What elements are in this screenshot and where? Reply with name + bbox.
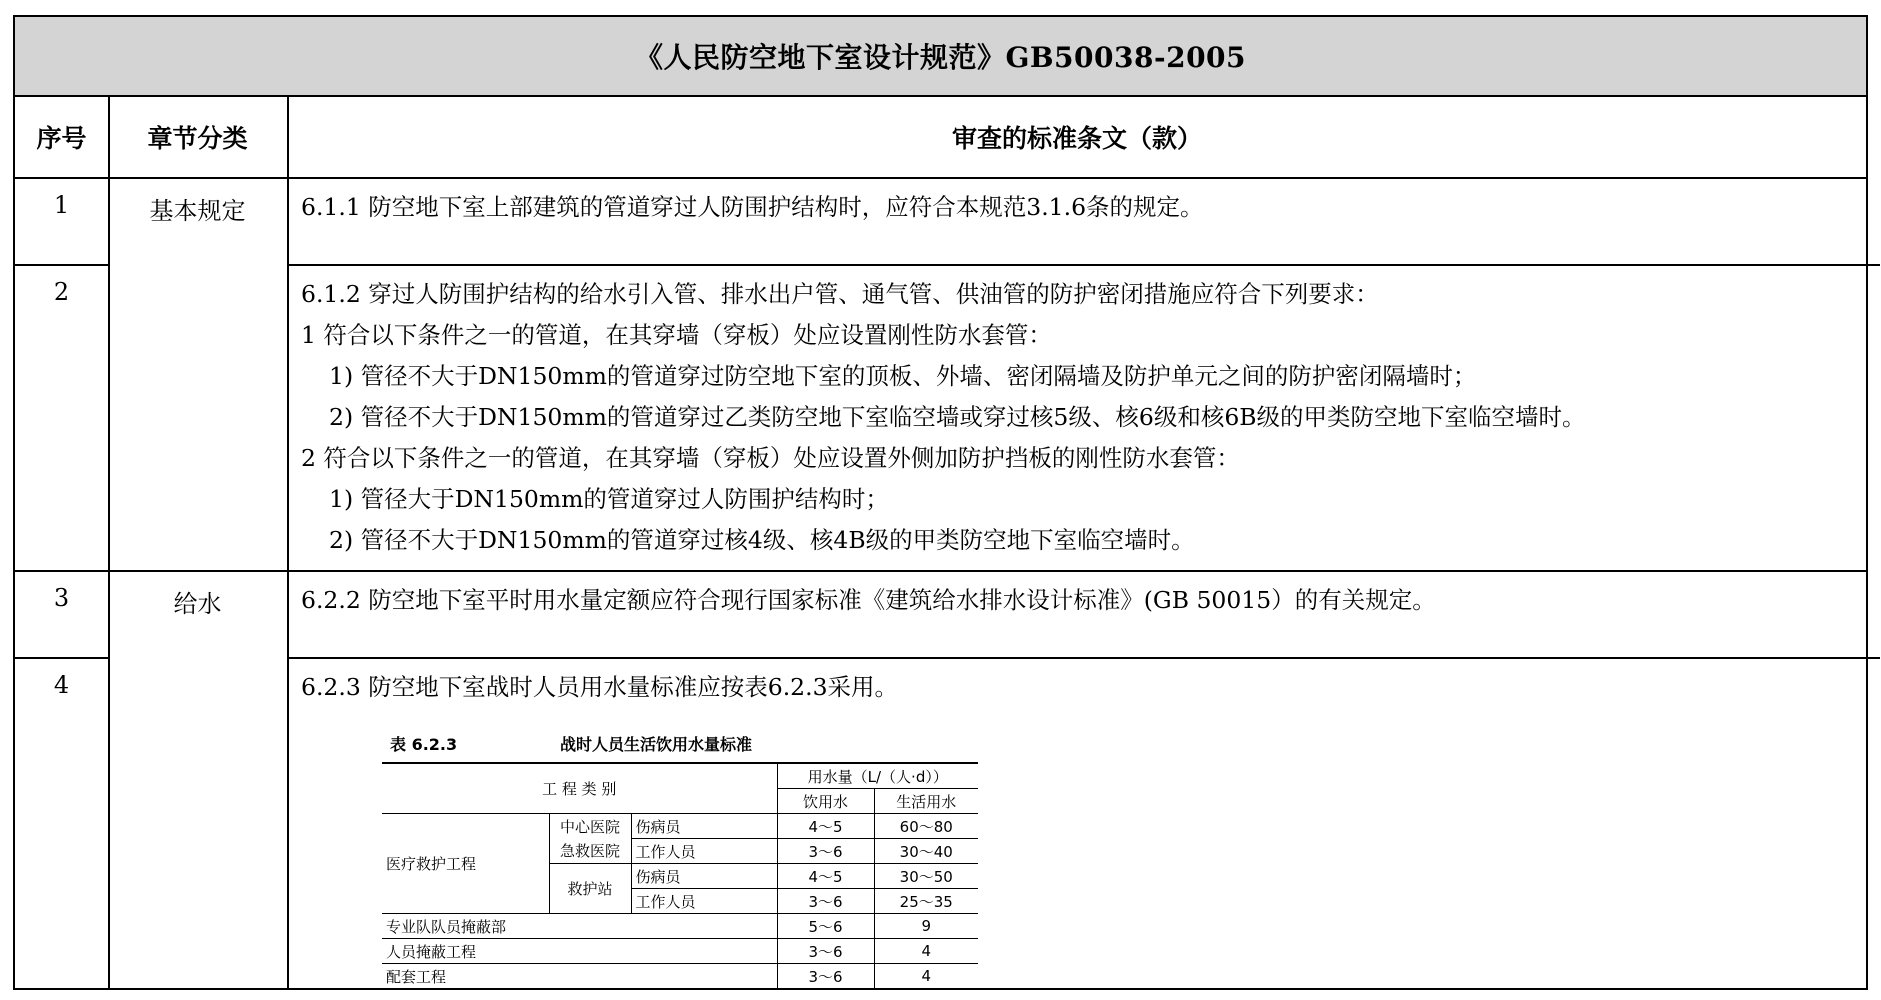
- embedded-table-caption: [390, 732, 752, 755]
- project-name-cell: 专业队队员掩蔽部: [382, 914, 777, 939]
- drink-cell: 4～5: [777, 864, 874, 889]
- standard-review-sheet: [13, 15, 1868, 990]
- drink-cell: 3～6: [777, 964, 874, 990]
- column-divider: [108, 97, 110, 990]
- drink-cell: 4～5: [777, 814, 874, 839]
- clause-line: 1) 管径不大于DN150mm的管道穿过防空地下室的顶板、外墙、密闭隔墙及防护单元之间的防护密闭隔墙时；: [329, 362, 1477, 390]
- project-name-cell: 配套工程: [382, 964, 777, 990]
- row-2-num: 2: [53, 278, 70, 306]
- emergency-hospital: 急救医院: [559, 841, 620, 860]
- role-cell: 伤病员: [631, 864, 777, 889]
- clause-line: 2 符合以下条件之一的管道，在其穿墙（穿板）处应设置外侧加防护挡板的刚性防水套管：: [301, 444, 1240, 472]
- row-4-num: 4: [53, 671, 70, 699]
- clause-line: 1) 管径大于DN150mm的管道穿过人防围护结构时；: [329, 485, 889, 513]
- drink-cell: 3～6: [777, 889, 874, 914]
- clause-line: 2) 管径不大于DN150mm的管道穿过核4级、核4B级的甲类防空地下室临空墙时。: [329, 526, 1195, 554]
- table-row: [382, 964, 978, 990]
- living-cell: 4: [874, 964, 978, 990]
- row-3-category: 给水: [173, 590, 222, 618]
- role-cell: 工作人员: [631, 889, 777, 914]
- row-3-num: 3: [53, 584, 70, 612]
- row-2-content: [287, 266, 1867, 561]
- header-content: 审查的标准条文（款）: [951, 124, 1202, 153]
- header-category: 章节分类: [147, 124, 248, 153]
- clause-line: 6.2.2 防空地下室平时用水量定额应符合现行国家标准《建筑给水排水设计标准》(GB 50015）的有关规定。: [301, 586, 1436, 614]
- embedded-table-label: 表 6.2.3: [390, 735, 458, 754]
- drink-cell: 3～6: [777, 839, 874, 864]
- role-cell: 伤病员: [631, 814, 777, 839]
- living-cell: 30～50: [874, 864, 978, 889]
- page-title: 《人民防空地下室设计规范》GB50038-2005: [15, 17, 1866, 97]
- living-cell: 25～35: [874, 889, 978, 914]
- header-living-water: 生活用水: [874, 789, 978, 814]
- group-medical: 医疗救护工程: [382, 814, 549, 914]
- row-1-category: 基本规定: [149, 197, 246, 225]
- header-drinking-water: 饮用水: [777, 789, 874, 814]
- center-hospital: 中心医院: [559, 817, 620, 836]
- project-name-cell: 人员掩蔽工程: [382, 939, 777, 964]
- header-project-category: 工 程 类 别: [382, 763, 777, 814]
- clause-line: 1 符合以下条件之一的管道，在其穿墙（穿板）处应设置刚性防水套管：: [301, 321, 1052, 349]
- table-row: [382, 914, 978, 939]
- row-1-content: [287, 179, 1867, 228]
- clause-line: 6.1.2 穿过人防围护结构的给水引入管、排水出户管、通气管、供油管的防护密闭措施应符合下列要求：: [301, 280, 1379, 308]
- embedded-table-title: 战时人员生活饮用水量标准: [560, 735, 753, 754]
- drink-cell: 5～6: [777, 914, 874, 939]
- clause-line: 2) 管径不大于DN150mm的管道穿过乙类防空地下室临空墙或穿过核5级、核6级和核6B级的甲类防空地下室临空墙时。: [329, 403, 1586, 431]
- table-header-row: [382, 763, 978, 789]
- row-1-num: 1: [53, 191, 70, 219]
- drink-cell: 3～6: [777, 939, 874, 964]
- living-cell: 9: [874, 914, 978, 939]
- header-water-amount: 用水量（L/（人·d））: [777, 763, 978, 789]
- row-3-content: [287, 572, 1867, 621]
- rescue-station: 救护站: [549, 864, 631, 914]
- clause-line: 6.1.1 防空地下室上部建筑的管道穿过人防围护结构时，应符合本规范3.1.6条的规定。: [301, 193, 1204, 221]
- living-cell: 4: [874, 939, 978, 964]
- water-standard-table: [382, 762, 978, 990]
- row-4-content: [287, 659, 1867, 708]
- table-row: [382, 814, 978, 839]
- role-cell: 工作人员: [631, 839, 777, 864]
- living-cell: 60～80: [874, 814, 978, 839]
- living-cell: 30～40: [874, 839, 978, 864]
- table-row: [382, 939, 978, 964]
- hospital-types: [549, 814, 631, 864]
- clause-line: 6.2.3 防空地下室战时人员用水量标准应按表6.2.3采用。: [301, 673, 899, 701]
- header-num: 序号: [36, 124, 87, 153]
